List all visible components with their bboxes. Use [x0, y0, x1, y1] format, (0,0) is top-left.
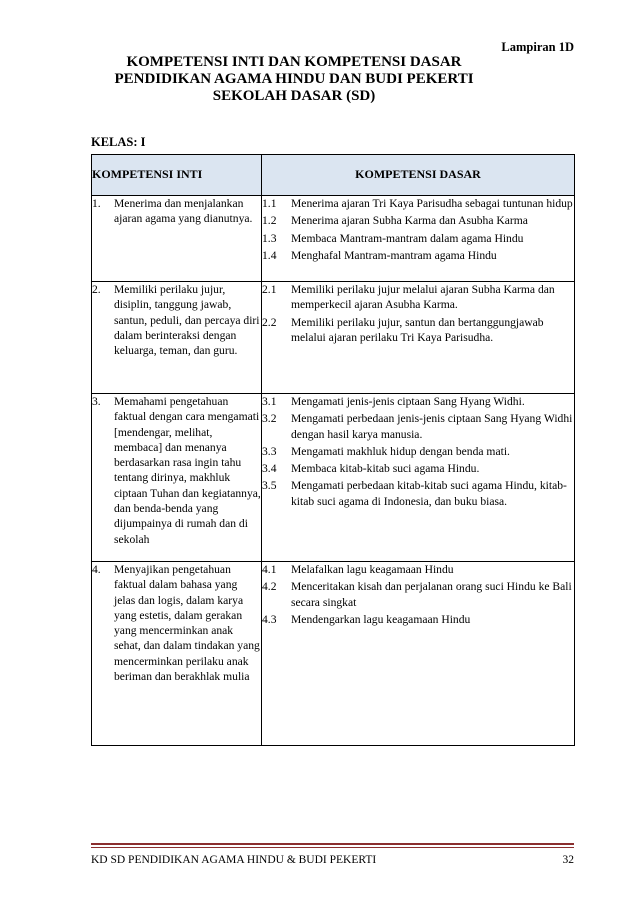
- ki-text: Menyajikan pengetahuan faktual dalam bahasa yang jelas dan logis, dalam karya yang estetis, dalam gerakan yang mencerminkan anak sehat, dan dalam tindakan yang mencerminkan perilaku anak beriman dan berakhlak mulia: [114, 563, 260, 684]
- kd-item: [262, 282, 574, 313]
- page-number: 32: [562, 854, 574, 866]
- kd-item: [262, 315, 574, 346]
- kd-item: [262, 213, 574, 228]
- kd-text: Membaca Mantram-mantram dalam agama Hindu: [291, 231, 524, 245]
- kd-number: 4.3: [262, 612, 277, 626]
- table-header-row: [92, 155, 575, 196]
- kd-number: 1.2: [262, 214, 277, 228]
- footer-document-name: KD SD PENDIDIKAN AGAMA HINDU & BUDI PEKERTI: [91, 854, 377, 866]
- kd-number: 4.2: [262, 580, 277, 594]
- kd-number: 2.2: [262, 315, 277, 329]
- kd-item: [262, 612, 574, 627]
- kd-item: [262, 394, 574, 409]
- kd-text: Mengamati perbedaan kitab-kitab suci agama Hindu, kitab-kitab suci agama di Indonesia, dan buku biasa.: [291, 479, 567, 508]
- ki-text: Memahami pengetahuan faktual dengan cara mengamati [mendengar, melihat, membaca] dan menanya berdasarkan rasa ingin tahu tentang dirinya, makhluk ciptaan Tuhan dan kegiatannya, dan benda-benda yang dijumpainya di rumah dan di sekolah: [114, 395, 261, 546]
- kd-text: Menerima ajaran Tri Kaya Parisudha sebagai tuntunan hidup: [291, 197, 573, 210]
- kd-text: Menghafal Mantram-mantram agama Hindu: [291, 248, 497, 262]
- kd-text: Memiliki perilaku jujur, santun dan bertanggungjawab melalui ajaran perilaku Tri Kaya Parisudha.: [291, 315, 544, 344]
- title-line: PENDIDIKAN AGAMA HINDU DAN BUDI PEKERTI: [114, 71, 474, 87]
- kd-number: 4.1: [262, 563, 277, 576]
- kd-number: 2.1: [262, 283, 277, 296]
- document-title: [0, 54, 638, 105]
- kd-text: Melafalkan lagu keagamaan Hindu: [291, 563, 454, 576]
- ki-number: 2.: [92, 283, 101, 296]
- table-row: [92, 196, 575, 282]
- ki-cell: [92, 282, 262, 394]
- table-row: [92, 394, 575, 562]
- table-row: [92, 562, 575, 746]
- ki-text: Memiliki perilaku jujur, disiplin, tanggung jawab, santun, peduli, dan percaya diri dalam berinteraksi dengan keluarga, teman, dan guru.: [114, 283, 260, 358]
- header-kompetensi-inti: KOMPETENSI INTI: [92, 155, 262, 196]
- ki-text: Menerima dan menjalankan ajaran agama yang dianutnya.: [114, 197, 253, 226]
- competency-table: [91, 154, 575, 746]
- kd-text: Mengamati jenis-jenis ciptaan Sang Hyang Widhi.: [291, 395, 525, 408]
- attachment-label: Lampiran 1D: [501, 40, 574, 54]
- kd-item: [262, 411, 574, 442]
- kd-number: 1.3: [262, 231, 277, 245]
- kd-item: [262, 579, 574, 610]
- kd-number: 3.2: [262, 412, 277, 426]
- kd-number: 3.4: [262, 462, 277, 476]
- header-kompetensi-dasar: KOMPETENSI DASAR: [262, 155, 575, 196]
- kd-item: [262, 248, 574, 263]
- kd-cell: [262, 562, 575, 746]
- kd-number: 3.3: [262, 444, 277, 458]
- ki-number: 4.: [92, 563, 101, 576]
- title-line: SEKOLAH DASAR (SD): [212, 88, 376, 104]
- footer-divider-thin: [91, 847, 574, 848]
- kd-cell: [262, 196, 575, 282]
- kd-text: Membaca kitab-kitab suci agama Hindu.: [291, 462, 480, 476]
- kd-number: 3.5: [262, 479, 277, 493]
- footer-divider: [91, 843, 574, 845]
- kd-cell: [262, 394, 575, 562]
- kd-item: [262, 231, 574, 246]
- kd-item: [262, 444, 574, 459]
- table-row: [92, 282, 575, 394]
- kd-item: [262, 196, 574, 211]
- kd-cell: [262, 282, 575, 394]
- class-label: KELAS: I: [91, 135, 146, 149]
- kd-text: Menceritakan kisah dan perjalanan orang suci Hindu ke Bali secara singkat: [291, 580, 572, 609]
- kd-text: Menerima ajaran Subha Karma dan Asubha Karma: [291, 214, 528, 228]
- kd-text: Mengamati makhluk hidup dengan benda mati.: [291, 444, 510, 458]
- kd-item: [262, 461, 574, 476]
- kd-number: 3.1: [262, 395, 277, 408]
- kd-text: Memiliki perilaku jujur melalui ajaran Subha Karma dan memperkecil ajaran Asubha Karma.: [291, 283, 555, 312]
- title-line: KOMPETENSI INTI DAN KOMPETENSI DASAR: [126, 54, 462, 70]
- ki-cell: [92, 196, 262, 282]
- ki-number: 3.: [92, 395, 101, 408]
- kd-item: [262, 478, 574, 509]
- ki-cell: [92, 394, 262, 562]
- ki-cell: [92, 562, 262, 746]
- kd-item: [262, 562, 574, 577]
- kd-text: Mengamati perbedaan jenis-jenis ciptaan Sang Hyang Widhi dengan hasil karya manusia.: [291, 412, 573, 441]
- kd-number: 1.1: [262, 197, 277, 210]
- ki-number: 1.: [92, 197, 101, 210]
- kd-number: 1.4: [262, 248, 277, 262]
- kd-text: Mendengarkan lagu keagamaan Hindu: [291, 612, 471, 626]
